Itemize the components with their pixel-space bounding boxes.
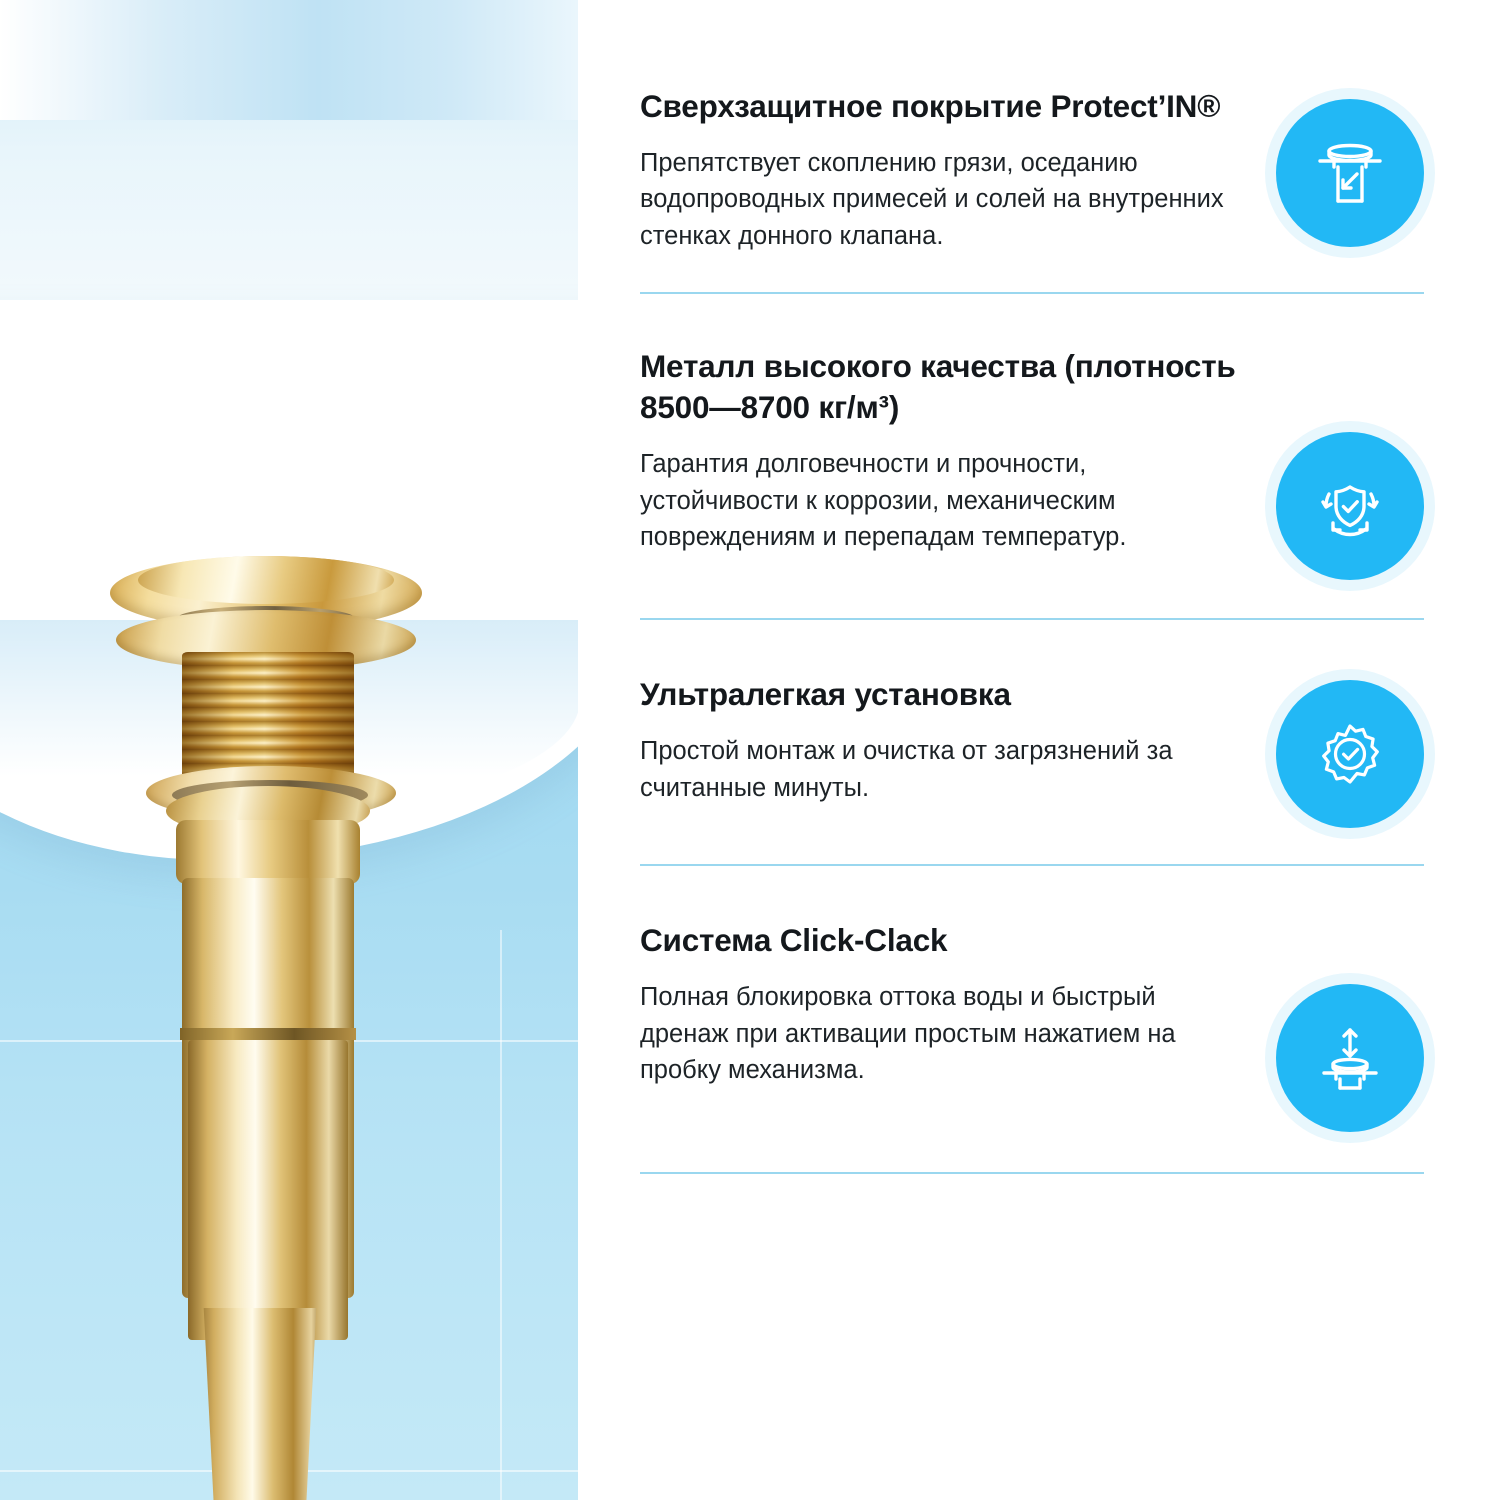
- feature-title: Сверхзащитное покрытие Protect’IN®: [640, 88, 1221, 124]
- feature-description: Полная блокировка оттока воды и быстрый дренаж при активации простым нажатием на пробку механизма.: [640, 983, 1176, 1085]
- shield-check-cycle-icon: [1276, 432, 1424, 580]
- valve-tailpiece: [196, 1308, 324, 1500]
- feature-item-high-quality-metal: [578, 294, 1500, 620]
- feature-title: Металл высокого качества (плотность 8500—8700 кг/м³): [640, 348, 1236, 426]
- feature-item-protect-in-coating: [578, 0, 1500, 294]
- feature-text-block: [640, 346, 1250, 555]
- feature-item-click-clack-system: [578, 866, 1500, 1174]
- feature-list: [578, 0, 1500, 1500]
- feature-icon-wrap: [1276, 93, 1424, 247]
- feature-icon-wrap: [1276, 920, 1424, 1132]
- tile-seam-vertical: [500, 930, 502, 1500]
- valve-coating-icon: [1276, 99, 1424, 247]
- feature-text-block: [640, 920, 1250, 1088]
- gold-drain-valve: [110, 548, 440, 1500]
- feature-item-ultralight-installation: [578, 620, 1500, 866]
- feature-description: Гарантия долговечности и прочности, устойчивости к коррозии, механическим повреждениям и перепадам температур.: [640, 450, 1127, 552]
- feature-text-block: [640, 674, 1250, 806]
- valve-hex-collar: [176, 820, 360, 884]
- valve-cap-highlight: [138, 556, 394, 604]
- photo-background-top-band: [0, 0, 578, 120]
- feature-icon-wrap: [1276, 346, 1424, 580]
- feature-title: Ультралегкая установка: [640, 676, 1011, 713]
- feature-divider: [640, 1172, 1424, 1174]
- feature-icon-wrap: [1276, 674, 1424, 828]
- valve-body-joint: [180, 1028, 356, 1040]
- product-photo-panel: [0, 0, 578, 1500]
- gear-check-icon: [1276, 680, 1424, 828]
- valve-body-lower: [188, 1040, 348, 1340]
- feature-description: Простой монтаж и очистка от загрязнений за считанные минуты.: [640, 737, 1173, 802]
- valve-updown-arrow-icon: [1276, 984, 1424, 1132]
- feature-text-block: [640, 86, 1250, 254]
- feature-description: Препятствует скоплению грязи, оседанию водопроводных примесей и солей на внутренних стенках донного клапана.: [640, 148, 1224, 250]
- feature-title: Система Click-Clack: [640, 922, 948, 959]
